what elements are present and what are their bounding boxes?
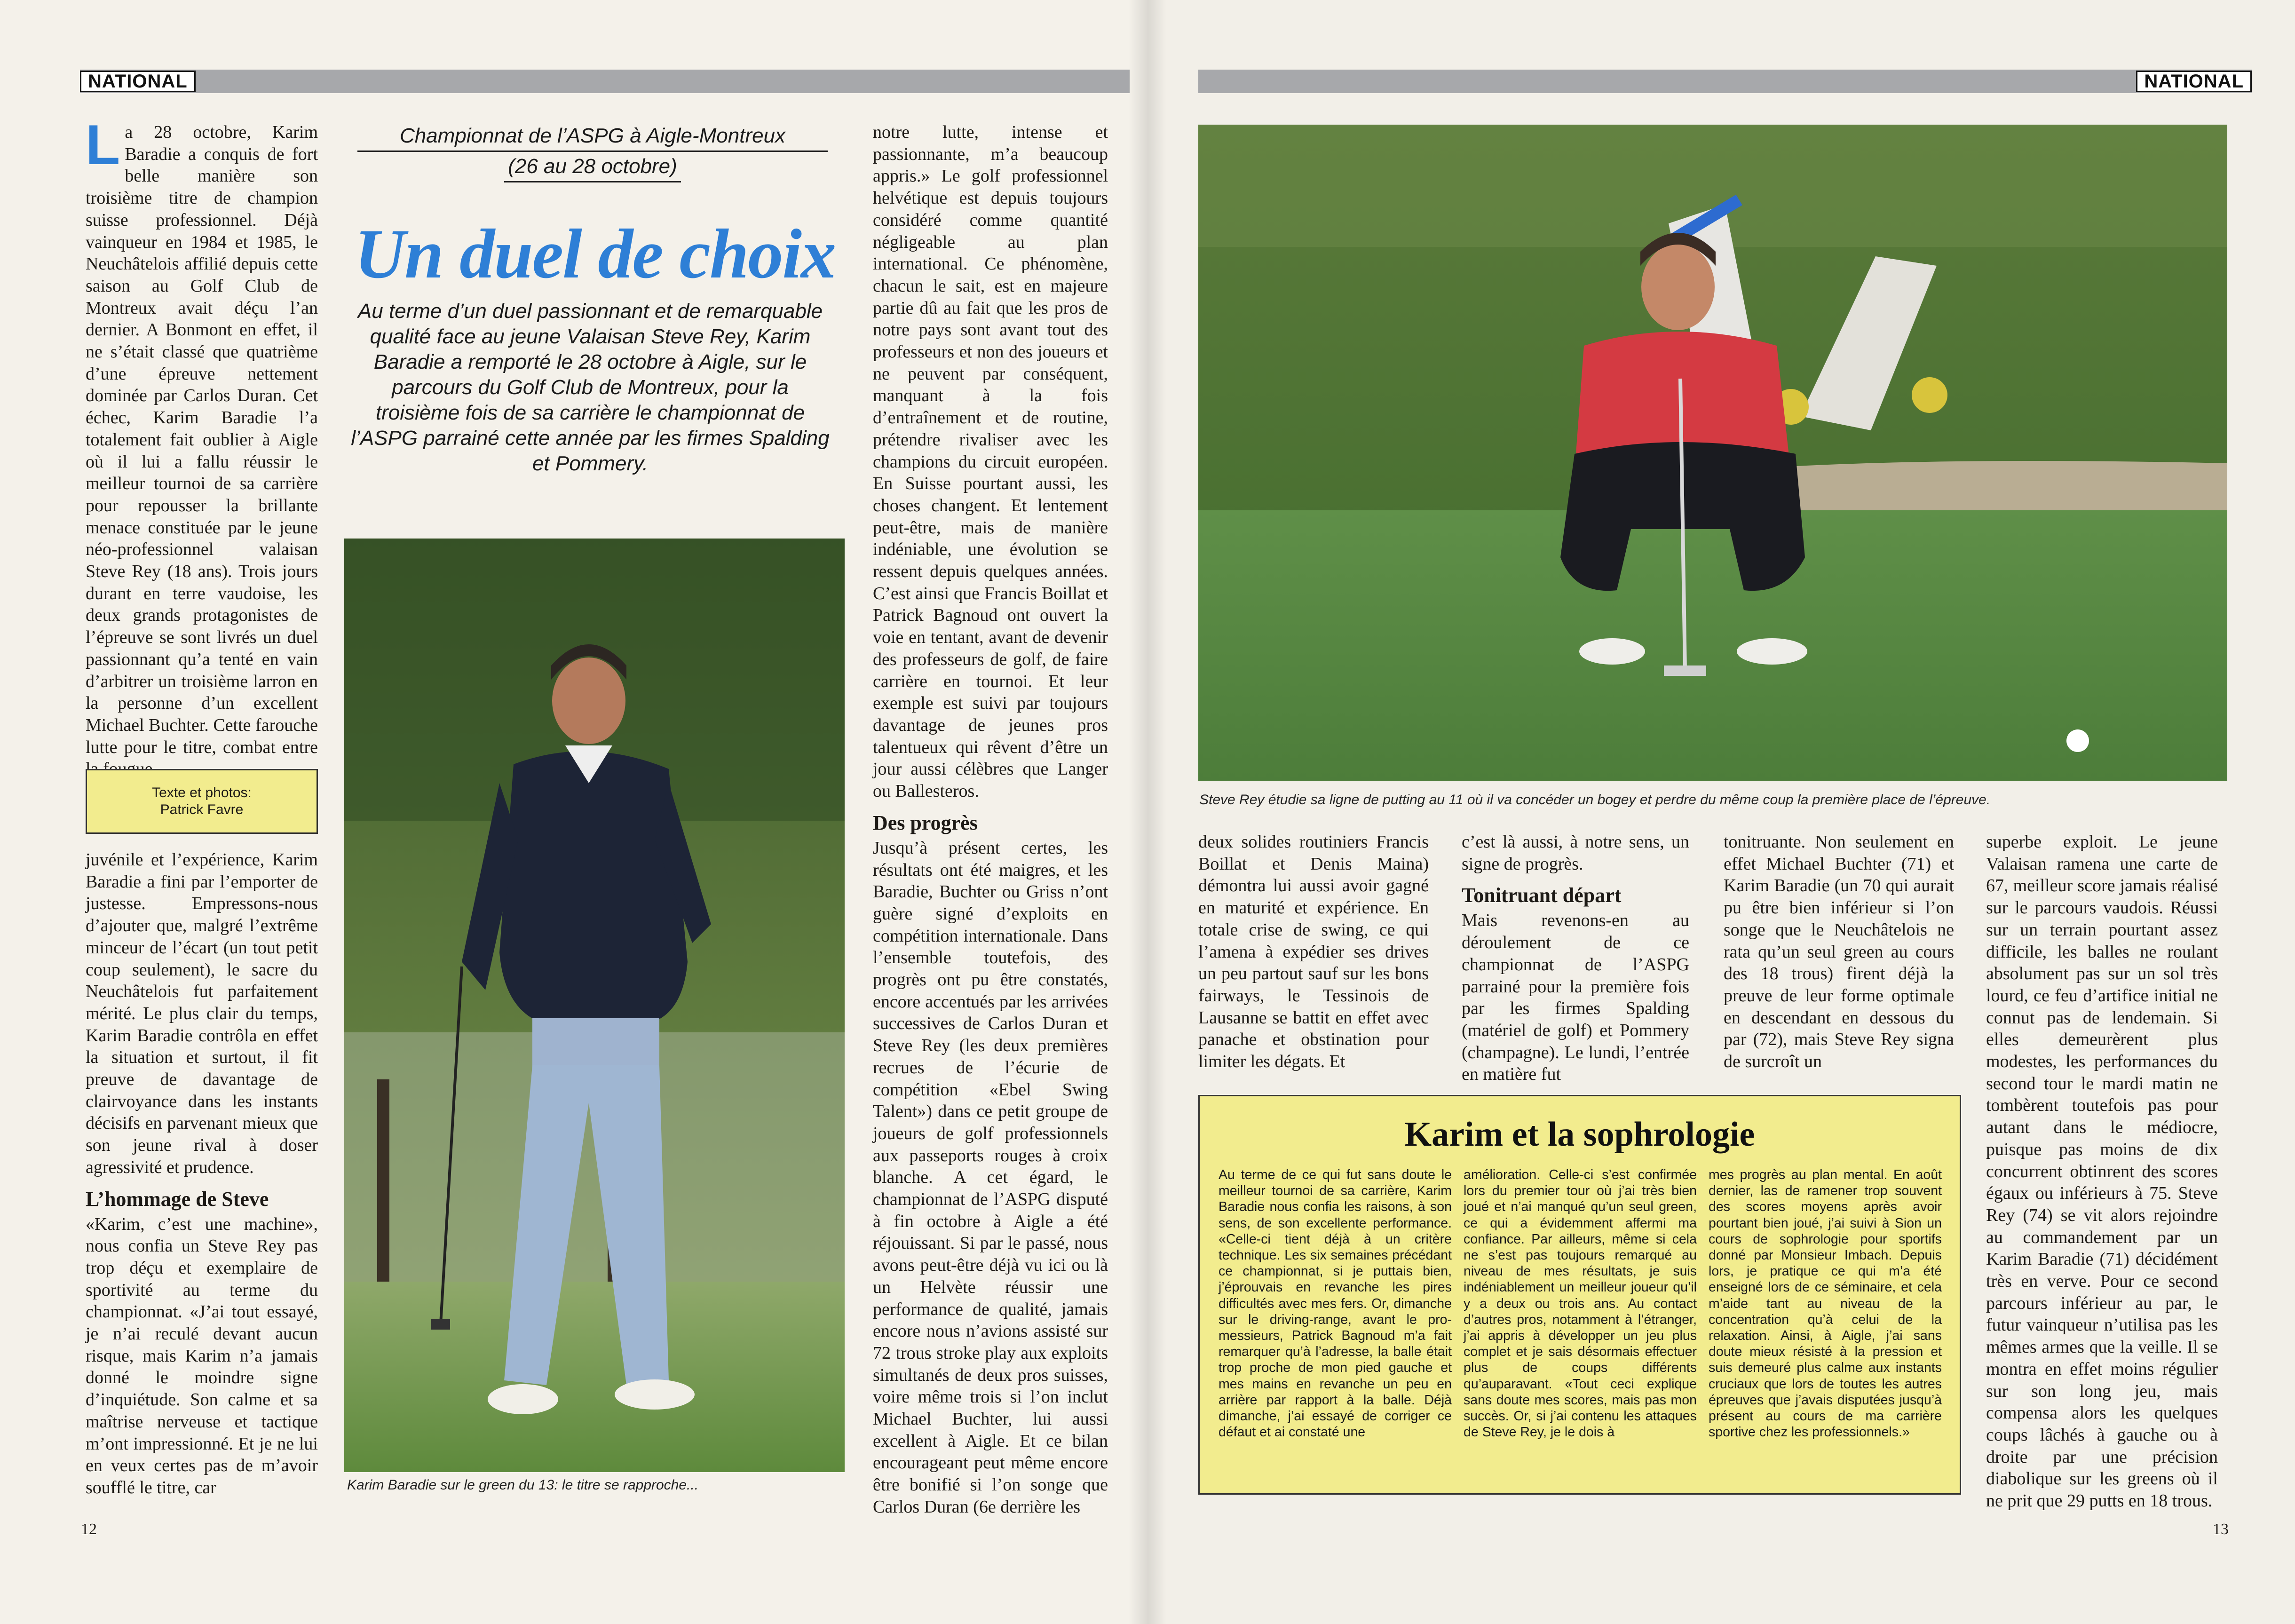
column-r1 — [1198, 831, 1429, 1073]
section-band — [80, 70, 1130, 93]
paragraph: notre lutte, intense et passionnante, m’a beaucoup appris.» Le golf professionnel helvétique est depuis toujours considéré comme quantité négligeable au plan international. Ce phénomène, chacun le sait, est en majeure partie dû au fait que les pros de notre pays sont avant tout des professeurs et non des joueurs et ne peuvent par conséquent, manquant à la fois d’entraînement et de routine, prétendre rivaliser avec les champions du circuit européen. En Suisse pourtant aussi, les choses changent. Et lentement peut-être, mais de manière indéniable, une évolution se ressent depuis quelques années. C’est ainsi que Francis Boillat et Patrick Bagnoud ont ouvert la voie en tentant, avant de devenir des professeurs de golf, de faire carrière en tournoi. Et leur exemple est suivi par toujours davantage de jeunes pros talentueux qui rêvent d’être un jour aussi célèbres que Langer ou Ballesteros. — [873, 122, 1108, 801]
kicker-line-2: (26 au 28 octobre) — [504, 152, 681, 182]
section-band — [1198, 70, 2252, 93]
dropcap: L — [86, 113, 120, 176]
column-r2 — [1462, 831, 1689, 1085]
column-1-bottom — [86, 849, 318, 1499]
headline: Un duel de choix — [354, 215, 836, 293]
photo-karim-baradie — [344, 539, 845, 1472]
paragraph: a 28 octobre, Karim Baradie a conquis de fort belle manière son troisième titre de champion suisse professionnel. Déjà vainqueur en 1984 et 1985, le Neuchâtelois affilié depuis cette saison au Golf Club de Montreux avait déçu l’an dernier. A Bonmont en effet, il ne s’était classé que quatrième d’une épreuve nettement dominée par Carlos Duran. Cet échec, Karim Baradie l’a totalement fait oublier à Aigle où il lui a fallu réussir le meilleur tournoi de sa carrière pour repousser la brillante menace constituée par le jeune néo-professionnel valaisan Steve Rey (18 ans). Trois jours durant en terre vaudoise, les deux grands protagonistes de l’épreuve se sont livrés un duel passionnant qu’a tenté en vain d’arbitrer un troisième larron en la personne d’un excellent Michael Buchter. Cette farouche lutte pour le titre, combat entre — [86, 122, 318, 757]
sidebar-column-1 — [1219, 1167, 1452, 1440]
subhead-tonitruant: Tonitruant départ — [1462, 884, 1622, 907]
credit-line-1: Texte et photos: — [152, 785, 252, 800]
column-r3 — [1724, 831, 1954, 1073]
paragraph: juvénile et l’expérience, Karim Baradie a fini par l’emporter de justesse. Empressons-nous d’ajouter que, malgré l’extrême minceur de l’écart (un tout petit coup seulement), le sacre du Neuchâtelois fut parfaitement mérité. Le plus clair du temps, Karim Baradie contrôla en effet la situation et surtout, il fit preuve de davantage de clairvoyance dans les instants décisifs en parvenant mieux que son jeune rival à doser agressivité et prudence. — [86, 850, 318, 1177]
paragraph: mes progrès au plan mental. En août dernier, las de ramener trop souvent des scores moyens après avoir pourtant bien joué, j’ai suivi à Sion un cours de sophrologie pour sportifs donné par Monsieur Imbach. Depuis lors, je pratique ce qui m’a été enseigné lors de ce séminaire, et cela m’aide tant au niveau de la concentration qu’à celui de la relaxation. Ainsi, à Aigle, j’ai sans doute mieux résisté à la pression et suis demeuré plus calme aux instants cruciaux que lors de toutes les autres épreuves que j’avais disputées jusqu’à présent au cours de ma carrière sportive chez les professionnels.» — [1709, 1167, 1942, 1440]
paragraph: deux solides routiniers Francis Boillat et Denis Maina) démontra lui aussi avoir gagné en maturité et expérience. En totale crise de swing, ce qui l’amena à expédier ses drives un peu partout sauf sur les bons fairways, le Tessinois de Lausanne se battit en effet avec panache et obstination pour limiter les dégats. Et — [1198, 832, 1429, 1072]
paragraph: amélioration. Celle-ci s’est confirmée lors du premier tour où j’ai très bien joué et n’ai manqué qu’un seul green, ce qui a évidemment affermi ma confiance. Par ailleurs, même si cela ne s’est pas toujours remarqué au niveau de mes résultats, je suis indéniablement un meilleur joueur qu’il y a deux ou trois ans. Au contact d’autres pros, notamment à l’étranger, j’ai appris à développer un jeu plus complet et je sais désormais effectuer plus de coups différents qu’auparavant. «Tout ceci explique sans doute mes scores, mais pas mon succès. Or, si j’ai contenu les attaques de Steve Rey, je le dois à — [1464, 1167, 1697, 1440]
lead-paragraph: Au terme d’un duel passionnant et de remarquable qualité face au jeune Valaisan Steve Rey, Karim Baradie a remporté le 28 octobre à Aigle, sur le parcours du Golf Club de Montreux, pour la troisième fois de sa carrière le championnat de l’ASPG parrainé cette année par les firmes Spalding et Pommery. — [351, 300, 830, 475]
golfer-photo-illustration — [344, 539, 845, 1472]
subhead-hommage: L’hommage de Steve — [86, 1187, 269, 1211]
paragraph: Mais revenons-en au déroulement de ce championnat de l’ASPG parrainé pour la première fois par les firmes Spalding (matériel de golf) et Pommery (champagne). Le lundi, l’entrée en matière fut — [1462, 911, 1689, 1085]
gutter-shadow — [1129, 0, 1166, 1624]
section-label: NATIONAL — [80, 71, 196, 92]
paragraph: Au terme de ce qui fut sans doute le meilleur tournoi de sa carrière, Karim Baradie nous confia les raisons, à son sens, de son excellente performance. «Celle-ci tient déjà à un critère technique. Les six semaines précédant ce championnat, si je puttais bien, j’éprouvais en revanche les pires difficultés avec mes fers. Or, dimanche sur le driving-range, avant le pro-messieurs, Patrick Bagnoud m’a fait remarquer qu’à l’adresse, la balle était trop proche de mon pied gauche et mes mains en revanche un peu en arrière par rapport à la balle. Déjà dimanche, j’ai essayé de corriger ce défaut et ai constaté une — [1219, 1167, 1452, 1440]
sidebar-box-sophrologie — [1198, 1095, 1961, 1495]
sidebar-title: Karim et la sophrologie — [1404, 1115, 1755, 1154]
kicker — [357, 121, 828, 182]
credit-box — [86, 769, 318, 834]
subhead-progres: Des progrès — [873, 811, 978, 834]
putting-photo-illustration — [1198, 125, 2227, 781]
kicker-line-1: Championnat de l’ASPG à Aigle-Montreux — [357, 121, 828, 152]
section-label: NATIONAL — [2136, 71, 2252, 92]
paragraph: tonitruante. Non seulement en effet Michael Buchter (71) et Karim Baradie (un 70 qui aurait pu être bien inférieur si l’on songe que le Neuchâtelois ne rata qu’un seul green au cours des 18 trous) firent déjà la preuve de leur forme optimale en descendant en dessous du par (72), mais Steve Rey signa de surcroît un — [1724, 832, 1954, 1072]
photo-steve-rey — [1198, 125, 2227, 781]
paragraph: Jusqu’à présent certes, les résultats ont été maigres, et les Baradie, Buchter ou Griss n’ont guère signé d’exploits en compétition internationale. Dans l’ensemble toutefois, des progrès ont pu être constatés, encore accentués par les arrivées successives de Carlos Duran et Steve Rey (les deux premières recrues de l’écurie de compétition «Ebel Swing Talent») dans ce petit groupe de joueurs de golf professionnels aux passeports rouges à croix blanche. A cet égard, le championnat de l’ASPG disputé à fin octobre à Aigle a été réjouissant. Si par le passé, nous avons peut-être déjà vu ici ou là un Helvète réussir une performance de qualité, jamais encore nous n’avions assisté sur 72 trous stroke play aux exploits simultanés de deux pros suisses, voire même trois si l’on inclut Michael Buchter, lui aussi excellent à Aigle. Et ce bilan encourageant peut même encore être bonifié si l’on songe que Carlos Duran (6e derrière les — [873, 838, 1108, 1517]
paragraph: superbe exploit. Le jeune Valaisan ramena une carte de 67, meilleur score jamais réalisé sur le parcours vaudois. Réussi sur un terrain pourtant assez difficile, les balles ne roulant absolument pas sur un sol très lourd, ce feu d’artifice initial ne connut pas de lendemain. Si elles demeurèrent plus modestes, les performances du second tour le mardi matin ne tombèrent toutefois pas pour autant dans le médiocre, puisque pas moins de dix concurrent obtinrent des scores égaux ou inférieurs à 75. Steve Rey (74) se vit alors rejoindre au commandement par un Karim Baradie (71) décidément très en verve. Pour ce second parcours inférieur au par, le futur vainqueur n’utilisa pas les mêmes armes que la veille. Il se montra en effet moins régulier sur son long jeu, mais compensa alors les quelques coups lâchés à gauche ou à droite par une précision diabolique sur les greens où il ne prit que 29 putts en 18 trous. — [1986, 832, 2218, 1511]
column-1-top — [86, 113, 318, 780]
column-r4 — [1986, 831, 2218, 1512]
paragraph: c’est là aussi, à notre sens, un signe de progrès. — [1462, 832, 1689, 874]
page-number-right: 13 — [2213, 1521, 2229, 1538]
column-3 — [873, 121, 1108, 1518]
sidebar-column-2 — [1464, 1167, 1697, 1440]
photo-caption-right: Steve Rey étudie sa ligne de putting au 11 où il va concéder un bogey et perdre du même coup la première place de l’épreuve. — [1199, 792, 1991, 808]
page-number-left: 12 — [81, 1521, 97, 1538]
credit-line-2: Patrick Favre — [160, 802, 244, 817]
sidebar-column-3 — [1709, 1167, 1942, 1440]
photo-caption-left: Karim Baradie sur le green du 13: le titre se rapproche... — [347, 1477, 699, 1493]
paragraph: «Karim, c’est une machine», nous confia un Steve Rey pas trop déçu et exemplaire de sportivité au terme du championnat. «J’ai tout essayé, je n’ai reculé devant aucun risque, mais Karim n’a jamais donné le moindre signe d’inquiétude. Son calme et sa maîtrise nerveuse et tactique m’ont impressionné. Et je ne lui en veux certes pas de m’avoir soufflé le titre, car — [86, 1214, 318, 1497]
